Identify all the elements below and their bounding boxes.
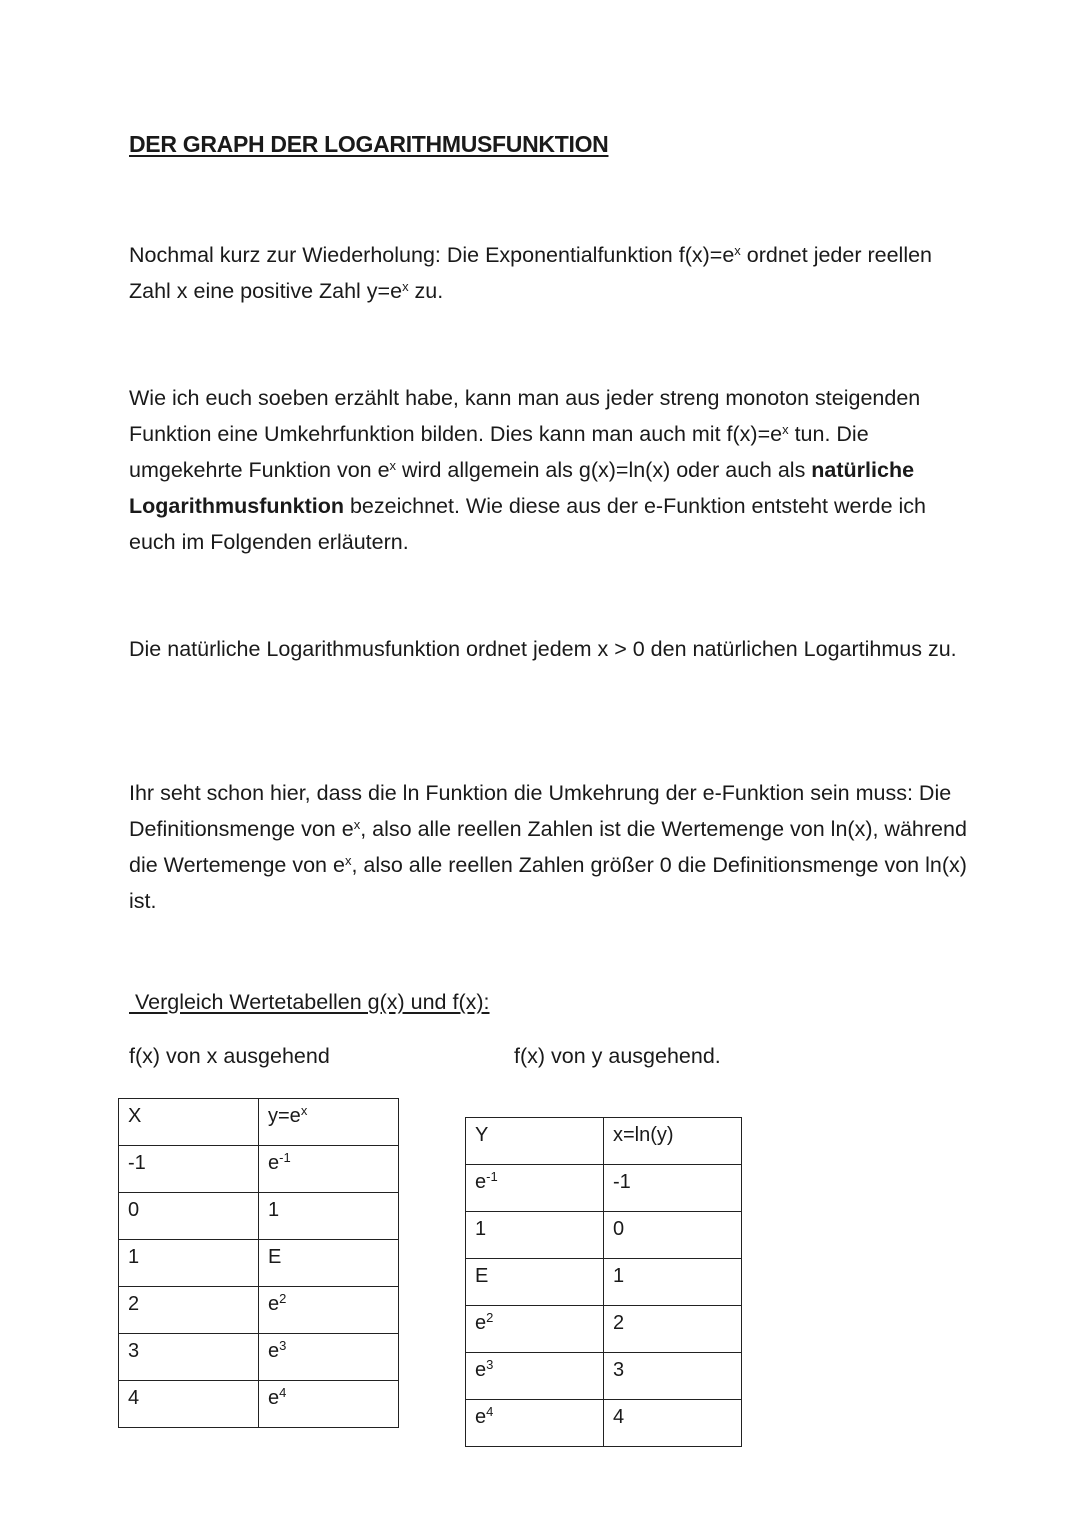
header-cell-x: x=ln(y) — [604, 1118, 742, 1165]
table-row — [119, 1240, 399, 1287]
header-cell-x: X — [119, 1099, 259, 1146]
table-cell: $e^3$ — [466, 1353, 604, 1400]
table-cell: 3 — [604, 1353, 742, 1400]
value-table-exp — [118, 1098, 399, 1428]
table-cell: 2 — [604, 1306, 742, 1353]
table-cell: -1 — [119, 1146, 259, 1193]
table-cell: E — [466, 1259, 604, 1306]
table-cell: 3 — [119, 1334, 259, 1381]
table-cell: $e^4$ — [259, 1381, 399, 1428]
table-row — [466, 1165, 742, 1212]
table-row — [119, 1146, 399, 1193]
paragraph-inverse-function: Wie ich euch soeben erzählt habe, kann man aus jeder streng monoton steigenden Funktion eine Umkehrfunktion bilden. Dies kann man auch mit $f(x)=e^x$ tun. Die umgekehrte Funktion von $e^x$ wird allgemein als g(x)=ln(x) oder auch als natürliche Logarithmusfunktion bezeichnet. Wie diese aus der e-Funktion entsteht werde ich euch im Folgenden erläutern. — [129, 386, 926, 554]
table-row — [466, 1353, 742, 1400]
table-row — [466, 1212, 742, 1259]
table-cell: 4 — [604, 1400, 742, 1447]
table-cell: 1 — [466, 1212, 604, 1259]
table-cell: $e^2$ — [466, 1306, 604, 1353]
table-row — [119, 1334, 399, 1381]
bold-term: natürliche Logarithmusfunktion — [129, 458, 915, 518]
table-cell: 1 — [119, 1240, 259, 1287]
table-cell: -1 — [604, 1165, 742, 1212]
table-header-row — [466, 1118, 742, 1165]
value-table-ln — [465, 1117, 742, 1447]
table-cell: E — [259, 1240, 399, 1287]
table-cell: $e^{-1}$ — [466, 1165, 604, 1212]
table-row — [466, 1400, 742, 1447]
header-cell-y: $y=e^x$ — [259, 1099, 399, 1146]
table-row — [119, 1287, 399, 1334]
table-cell: 0 — [604, 1212, 742, 1259]
table-cell: 1 — [259, 1193, 399, 1240]
paragraph-definition: Die natürliche Logarithmusfunktion ordnet jedem x > 0 den natürlichen Logartihmus zu. — [129, 637, 957, 661]
table-cell: $e^{-1}$ — [259, 1146, 399, 1193]
table-cell: 2 — [119, 1287, 259, 1334]
paragraph-domain-range: Ihr seht schon hier, dass die ln Funktion die Umkehrung der e-Funktion sein muss: Die Definitionsmenge von $e^x$, also alle reellen Zahlen ist die Wertemenge von ln(x), während die Wertemenge von $e^x$, also alle reellen Zahlen größer 0 die Definitionsmenge von ln(x) ist. — [129, 781, 967, 913]
table-row — [466, 1259, 742, 1306]
header-cell-y: Y — [466, 1118, 604, 1165]
paragraph-recap: Nochmal kurz zur Wiederholung: Die Exponentialfunktion $f(x)=e^x$ ordnet jeder reellen Zahl x eine positive Zahl $y=e^x$ zu. — [129, 243, 933, 303]
table-row — [466, 1306, 742, 1353]
table-cell: $e^2$ — [259, 1287, 399, 1334]
table-cell: $e^3$ — [259, 1334, 399, 1381]
document-title: DER GRAPH DER LOGARITHMUSFUNKTION — [129, 131, 609, 157]
comparison-heading: Vergleich Wertetabellen g(x) und f(x): — [129, 990, 490, 1014]
table-cell: $e^4$ — [466, 1400, 604, 1447]
table-cell: 1 — [604, 1259, 742, 1306]
table-cell: 0 — [119, 1193, 259, 1240]
table-header-row — [119, 1099, 399, 1146]
table-row — [119, 1381, 399, 1428]
table-cell: 4 — [119, 1381, 259, 1428]
left-table-caption: f(x) von x ausgehend — [129, 1044, 330, 1068]
right-table-caption: f(x) von y ausgehend. — [514, 1044, 721, 1068]
table-row — [119, 1193, 399, 1240]
